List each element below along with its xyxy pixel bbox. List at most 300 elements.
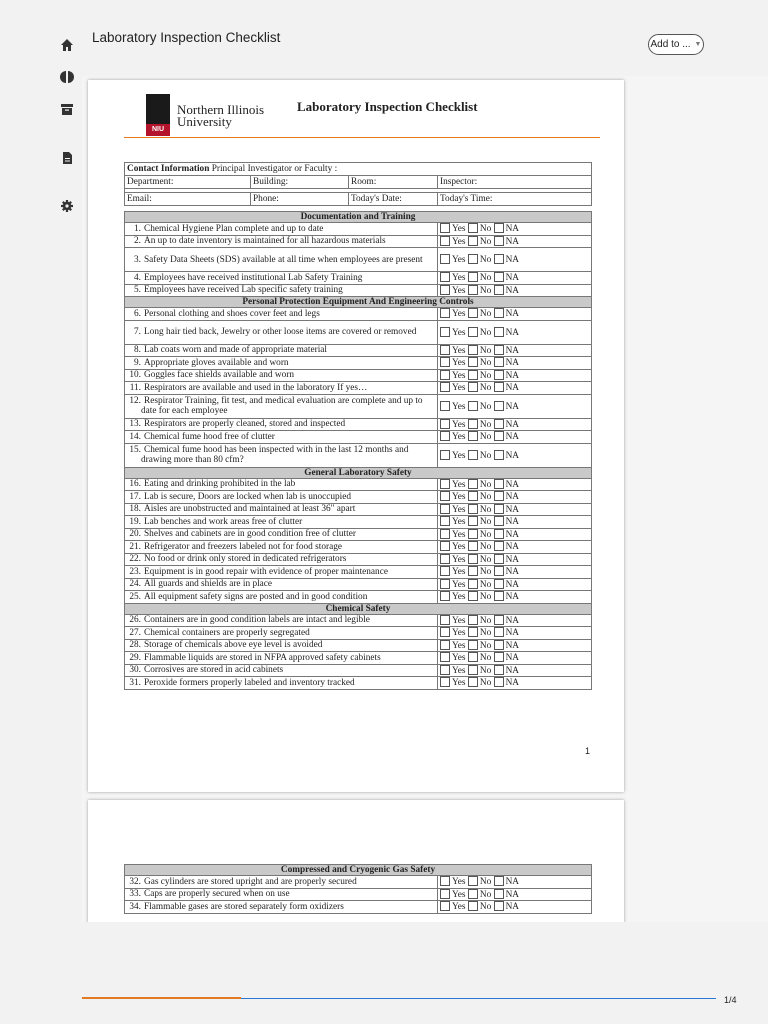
item-text: Peroxide formers properly labeled and inventory tracked [144, 677, 355, 688]
item-text: Personal clothing and shoes cover feet and legs [144, 308, 320, 319]
answer-label-na: NA [505, 236, 519, 247]
answer-options [438, 284, 592, 297]
answer-checkbox-no[interactable] [468, 615, 478, 625]
checklist-item [125, 664, 438, 677]
item-text: Flammable liquids are stored in NFPA approved safety cabinets [144, 652, 381, 663]
answer-checkbox-yes[interactable] [440, 677, 450, 687]
item-number: 22. [129, 554, 141, 565]
answer-label-yes: Yes [452, 358, 466, 369]
answer-checkbox-no[interactable] [468, 285, 478, 295]
answer-label-na: NA [505, 579, 519, 590]
table-row [125, 344, 592, 357]
section-title: General Laboratory Safety [125, 467, 592, 478]
answer-checkbox-na[interactable] [494, 491, 504, 501]
answer-label-no: No [479, 678, 492, 689]
answer-label-yes: Yes [452, 504, 466, 515]
answer-label-no: No [479, 615, 492, 626]
answer-checkbox-yes[interactable] [440, 889, 450, 899]
answer-checkbox-yes[interactable] [440, 529, 450, 539]
contact-header: Contact Information Principal Investigator or Faculty : [125, 163, 592, 176]
gas-safety-table [124, 864, 592, 914]
checklist-item [125, 901, 438, 914]
answer-checkbox-na[interactable] [494, 345, 504, 355]
answer-checkbox-no[interactable] [468, 541, 478, 551]
answer-checkbox-no[interactable] [468, 308, 478, 318]
answer-label-no: No [479, 504, 492, 515]
answer-checkbox-no[interactable] [468, 382, 478, 392]
archive-icon[interactable] [60, 102, 74, 116]
answer-checkbox-na[interactable] [494, 889, 504, 899]
answer-label-yes: Yes [452, 592, 466, 603]
item-number: 16. [129, 479, 141, 490]
checklist-item [125, 443, 438, 467]
answer-checkbox-yes[interactable] [440, 627, 450, 637]
answer-options [438, 614, 592, 627]
answer-checkbox-yes[interactable] [440, 223, 450, 233]
item-number: 24. [129, 579, 141, 590]
table-row [125, 553, 592, 566]
answer-checkbox-yes[interactable] [440, 876, 450, 886]
answer-label-yes: Yes [452, 419, 466, 430]
page-progress-fill [82, 997, 241, 999]
answer-label-no: No [479, 224, 492, 235]
checklist-item [125, 503, 438, 516]
contact-table [124, 162, 592, 206]
checklist-item [125, 478, 438, 491]
answer-checkbox-yes[interactable] [440, 254, 450, 264]
answer-label-no: No [479, 255, 492, 265]
section-header-row [125, 603, 592, 614]
item-number: 21. [129, 541, 141, 552]
table-row [125, 320, 592, 344]
answer-checkbox-no[interactable] [468, 370, 478, 380]
answer-label-na: NA [505, 517, 519, 528]
answer-checkbox-yes[interactable] [440, 491, 450, 501]
answer-label-yes: Yes [452, 285, 466, 296]
item-text: Employees have received Lab specific safety training [144, 285, 343, 296]
answer-checkbox-no[interactable] [468, 357, 478, 367]
answer-checkbox-na[interactable] [494, 272, 504, 282]
answer-options [438, 357, 592, 370]
answer-label-na: NA [505, 358, 519, 369]
item-text: Respirators are properly cleaned, stored and inspected [144, 419, 346, 430]
item-number: 20. [129, 529, 141, 540]
item-number: 15. [129, 445, 141, 455]
phone-field: Phone: [251, 193, 349, 206]
answer-label-no: No [479, 665, 492, 676]
item-text: Containers are in good condition labels are intact and legible [144, 615, 370, 626]
checklist-item [125, 528, 438, 541]
answer-checkbox-no[interactable] [468, 516, 478, 526]
answer-label-yes: Yes [452, 529, 466, 540]
answer-label-yes: Yes [452, 665, 466, 676]
answer-label-yes: Yes [452, 628, 466, 639]
answer-checkbox-na[interactable] [494, 516, 504, 526]
answer-options [438, 677, 592, 690]
checklist-item [125, 566, 438, 579]
answer-options [438, 901, 592, 914]
answer-checkbox-yes[interactable] [440, 516, 450, 526]
item-number: 9. [134, 357, 141, 368]
answer-checkbox-no[interactable] [468, 401, 478, 411]
item-text: Eating and drinking prohibited in the lab [144, 479, 296, 490]
item-text: An up to date inventory is maintained for all hazardous materials [144, 236, 386, 247]
answer-options [438, 235, 592, 248]
answer-label-no: No [479, 358, 492, 369]
checklist-item [125, 516, 438, 529]
answer-label-na: NA [505, 273, 519, 284]
answer-checkbox-no[interactable] [468, 479, 478, 489]
answer-checkbox-no[interactable] [468, 566, 478, 576]
answer-checkbox-yes[interactable] [440, 566, 450, 576]
item-text: Long hair tied back, Jewelry or other loose items are covered or removed [144, 327, 417, 337]
item-text: Refrigerator and freezers labeled not for food storage [144, 541, 342, 552]
table-row [125, 677, 592, 690]
item-number: 25. [129, 591, 141, 602]
answer-checkbox-na[interactable] [494, 236, 504, 246]
answer-checkbox-na[interactable] [494, 665, 504, 675]
file-icon[interactable] [60, 151, 74, 165]
checklist-item [125, 357, 438, 370]
answer-checkbox-no[interactable] [468, 236, 478, 246]
item-number: 18. [129, 504, 141, 515]
answer-label-no: No [479, 419, 492, 430]
document-viewer[interactable] [82, 76, 768, 922]
answer-label-yes: Yes [452, 567, 466, 578]
answer-label-no: No [479, 554, 492, 565]
answer-checkbox-yes[interactable] [440, 615, 450, 625]
answer-checkbox-na[interactable] [494, 401, 504, 411]
answer-checkbox-yes[interactable] [440, 591, 450, 601]
answer-checkbox-yes[interactable] [440, 401, 450, 411]
item-text: Goggles face shields available and worn [144, 370, 294, 381]
email-field: Email: [125, 193, 251, 206]
answer-checkbox-na[interactable] [494, 382, 504, 392]
answer-checkbox-no[interactable] [468, 889, 478, 899]
answer-label-no: No [479, 653, 492, 664]
table-row [125, 308, 592, 321]
answer-checkbox-na[interactable] [494, 504, 504, 514]
section-title: Chemical Safety [125, 603, 592, 614]
answer-label-na: NA [505, 653, 519, 664]
checklist-item [125, 223, 438, 236]
table-row [125, 876, 592, 889]
answer-checkbox-yes[interactable] [440, 419, 450, 429]
answer-checkbox-no[interactable] [468, 345, 478, 355]
table-row [125, 418, 592, 431]
item-number: 5. [134, 285, 141, 296]
answer-label-yes: Yes [452, 273, 466, 284]
add-to-button[interactable] [648, 34, 704, 55]
answer-checkbox-na[interactable] [494, 640, 504, 650]
answer-checkbox-yes[interactable] [440, 479, 450, 489]
answer-label-na: NA [505, 615, 519, 626]
table-row [125, 248, 592, 272]
answer-checkbox-no[interactable] [468, 491, 478, 501]
answer-label-na: NA [505, 255, 519, 265]
answer-checkbox-no[interactable] [468, 431, 478, 441]
answer-label-na: NA [505, 327, 519, 338]
answer-checkbox-yes[interactable] [440, 272, 450, 282]
item-text: Storage of chemicals above eye level is avoided [144, 640, 323, 651]
answer-checkbox-na[interactable] [494, 419, 504, 429]
answer-label-no: No [479, 628, 492, 639]
item-text: Chemical fume hood free of clutter [144, 431, 275, 442]
answer-checkbox-na[interactable] [494, 627, 504, 637]
answer-checkbox-yes[interactable] [440, 327, 450, 337]
answer-label-na: NA [505, 554, 519, 565]
item-number: 32. [129, 876, 141, 887]
answer-checkbox-no[interactable] [468, 450, 478, 460]
table-row [125, 664, 592, 677]
item-text: All equipment safety signs are posted and in good condition [144, 591, 368, 602]
answer-label-na: NA [505, 401, 519, 412]
answer-label-no: No [479, 450, 492, 461]
answer-checkbox-na[interactable] [494, 677, 504, 687]
answer-label-no: No [479, 327, 492, 338]
answer-checkbox-no[interactable] [468, 876, 478, 886]
item-number: 10. [129, 370, 141, 381]
answer-checkbox-na[interactable] [494, 579, 504, 589]
gear-icon[interactable] [60, 199, 74, 213]
answer-checkbox-no[interactable] [468, 327, 478, 337]
answer-checkbox-no[interactable] [468, 652, 478, 662]
answer-checkbox-no[interactable] [468, 901, 478, 911]
table-row [125, 901, 592, 914]
document-page-2 [88, 800, 624, 922]
answer-options [438, 541, 592, 554]
answer-checkbox-no[interactable] [468, 529, 478, 539]
table-row [125, 382, 592, 395]
answer-checkbox-na[interactable] [494, 566, 504, 576]
answer-label-yes: Yes [452, 370, 466, 381]
answer-label-no: No [479, 529, 492, 540]
answer-label-yes: Yes [452, 653, 466, 664]
answer-checkbox-na[interactable] [494, 370, 504, 380]
answer-options [438, 308, 592, 321]
table-row [125, 614, 592, 627]
answer-label-na: NA [505, 309, 519, 320]
answer-checkbox-no[interactable] [468, 677, 478, 687]
answer-label-yes: Yes [452, 678, 466, 689]
answer-checkbox-no[interactable] [468, 254, 478, 264]
answer-checkbox-na[interactable] [494, 327, 504, 337]
answer-checkbox-na[interactable] [494, 431, 504, 441]
answer-label-na: NA [505, 678, 519, 689]
answer-label-yes: Yes [452, 327, 466, 338]
answer-checkbox-no[interactable] [468, 554, 478, 564]
answer-label-yes: Yes [452, 517, 466, 528]
answer-checkbox-na[interactable] [494, 615, 504, 625]
answer-checkbox-yes[interactable] [440, 541, 450, 551]
table-row [125, 491, 592, 504]
document-title: Laboratory Inspection Checklist [297, 99, 478, 114]
answer-label-no: No [479, 889, 492, 900]
answer-options [438, 394, 592, 418]
answer-label-no: No [479, 567, 492, 578]
answer-label-yes: Yes [452, 345, 466, 356]
answer-label-na: NA [505, 542, 519, 553]
answer-checkbox-yes[interactable] [440, 308, 450, 318]
section-title: Compressed and Cryogenic Gas Safety [125, 865, 592, 876]
answer-checkbox-yes[interactable] [440, 285, 450, 295]
checklist-item [125, 308, 438, 321]
section-title: Documentation and Training [125, 212, 592, 223]
item-text: Flammable gases are stored separately form oxidizers [144, 901, 344, 912]
answer-checkbox-na[interactable] [494, 876, 504, 886]
answer-label-yes: Yes [452, 554, 466, 565]
answer-checkbox-no[interactable] [468, 640, 478, 650]
table-row [125, 369, 592, 382]
answer-checkbox-na[interactable] [494, 479, 504, 489]
answer-options [438, 578, 592, 591]
table-row [125, 443, 592, 467]
item-text: Equipment is in good repair with evidence of proper maintenance [144, 566, 388, 577]
answer-checkbox-yes[interactable] [440, 504, 450, 514]
answer-options [438, 272, 592, 285]
answer-options [438, 553, 592, 566]
checklist-item [125, 418, 438, 431]
answer-checkbox-no[interactable] [468, 419, 478, 429]
answer-options [438, 652, 592, 665]
answer-checkbox-na[interactable] [494, 450, 504, 460]
answer-checkbox-na[interactable] [494, 529, 504, 539]
answer-options [438, 528, 592, 541]
checklist-item [125, 677, 438, 690]
answer-checkbox-no[interactable] [468, 665, 478, 675]
answer-checkbox-no[interactable] [468, 223, 478, 233]
item-text: Chemical Hygiene Plan complete and up to date [144, 223, 324, 234]
answer-options [438, 664, 592, 677]
answer-checkbox-no[interactable] [468, 591, 478, 601]
answer-checkbox-no[interactable] [468, 579, 478, 589]
answer-label-yes: Yes [452, 640, 466, 651]
item-text: Caps are properly secured when on use [144, 889, 290, 900]
answer-checkbox-na[interactable] [494, 591, 504, 601]
home-icon[interactable] [60, 38, 74, 52]
answer-checkbox-yes[interactable] [440, 640, 450, 650]
item-text: Appropriate gloves available and worn [144, 357, 289, 368]
answer-checkbox-na[interactable] [494, 357, 504, 367]
answer-label-no: No [479, 309, 492, 320]
checklist-item [125, 491, 438, 504]
answer-label-no: No [479, 432, 492, 443]
section-header-row [125, 212, 592, 223]
table-row [125, 516, 592, 529]
checklist-item [125, 652, 438, 665]
answer-label-yes: Yes [452, 479, 466, 490]
answer-checkbox-yes[interactable] [440, 382, 450, 392]
checklist-item [125, 272, 438, 285]
answer-label-na: NA [505, 224, 519, 235]
answer-checkbox-no[interactable] [468, 627, 478, 637]
answer-checkbox-yes[interactable] [440, 579, 450, 589]
checklist-item [125, 614, 438, 627]
answer-checkbox-na[interactable] [494, 541, 504, 551]
page-counter: 1/4 [724, 995, 737, 1005]
answer-checkbox-no[interactable] [468, 272, 478, 282]
item-text: Chemical containers are properly segregated [144, 627, 310, 638]
answer-label-yes: Yes [452, 877, 466, 888]
answer-checkbox-na[interactable] [494, 285, 504, 295]
answer-checkbox-na[interactable] [494, 901, 504, 911]
item-number: 2. [134, 236, 141, 247]
table-row [125, 284, 592, 297]
answer-label-na: NA [505, 285, 519, 296]
item-text: No food or drink only stored in dedicated refrigerators [144, 554, 347, 565]
answer-label-yes: Yes [452, 255, 466, 265]
answer-checkbox-na[interactable] [494, 254, 504, 264]
answer-label-yes: Yes [452, 450, 466, 461]
answer-checkbox-na[interactable] [494, 554, 504, 564]
checklist-item [125, 382, 438, 395]
answer-checkbox-na[interactable] [494, 652, 504, 662]
answer-label-na: NA [505, 628, 519, 639]
answer-label-yes: Yes [452, 615, 466, 626]
answer-label-no: No [479, 273, 492, 284]
checklist-item [125, 431, 438, 444]
answer-label-yes: Yes [452, 579, 466, 590]
answer-label-na: NA [505, 492, 519, 503]
answer-label-yes: Yes [452, 902, 466, 913]
answer-label-yes: Yes [452, 889, 466, 900]
item-text: Shelves and cabinets are in good condition free of clutter [144, 529, 356, 540]
item-number: 34. [129, 901, 141, 912]
answer-options [438, 248, 592, 272]
answer-label-na: NA [505, 370, 519, 381]
item-number: 26. [129, 615, 141, 626]
answer-checkbox-yes[interactable] [440, 236, 450, 246]
item-text: Respirators are available and used in the laboratory If yes… [144, 382, 368, 393]
table-row [125, 357, 592, 370]
answer-options [438, 516, 592, 529]
checklist-item [125, 394, 438, 418]
item-number: 8. [134, 345, 141, 356]
table-row [125, 652, 592, 665]
circle-half-icon[interactable] [60, 70, 74, 84]
answer-checkbox-yes[interactable] [440, 431, 450, 441]
answer-checkbox-yes[interactable] [440, 450, 450, 460]
item-text: All guards and shields are in place [144, 579, 273, 590]
item-text: Lab coats worn and made of appropriate material [144, 345, 328, 356]
university-logo-text: NIU [146, 124, 170, 136]
answer-checkbox-no[interactable] [468, 504, 478, 514]
answer-label-no: No [479, 902, 492, 913]
answer-options [438, 320, 592, 344]
answer-checkbox-yes[interactable] [440, 345, 450, 355]
answer-label-na: NA [505, 479, 519, 490]
table-row [125, 528, 592, 541]
item-number: 30. [129, 665, 141, 676]
answer-checkbox-na[interactable] [494, 308, 504, 318]
answer-options [438, 888, 592, 901]
answer-checkbox-yes[interactable] [440, 652, 450, 662]
answer-checkbox-yes[interactable] [440, 554, 450, 564]
answer-label-yes: Yes [452, 401, 466, 412]
answer-options [438, 478, 592, 491]
answer-checkbox-na[interactable] [494, 223, 504, 233]
item-text: Chemical fume hood has been inspected with in the last 12 months and drawing more than 80 cfm? [141, 445, 409, 465]
answer-checkbox-yes[interactable] [440, 901, 450, 911]
table-row [125, 503, 592, 516]
section-header-row [125, 467, 592, 478]
answer-checkbox-yes[interactable] [440, 665, 450, 675]
answer-label-na: NA [505, 419, 519, 430]
answer-checkbox-yes[interactable] [440, 370, 450, 380]
answer-checkbox-yes[interactable] [440, 357, 450, 367]
answer-label-na: NA [505, 877, 519, 888]
header-rule [124, 137, 600, 138]
